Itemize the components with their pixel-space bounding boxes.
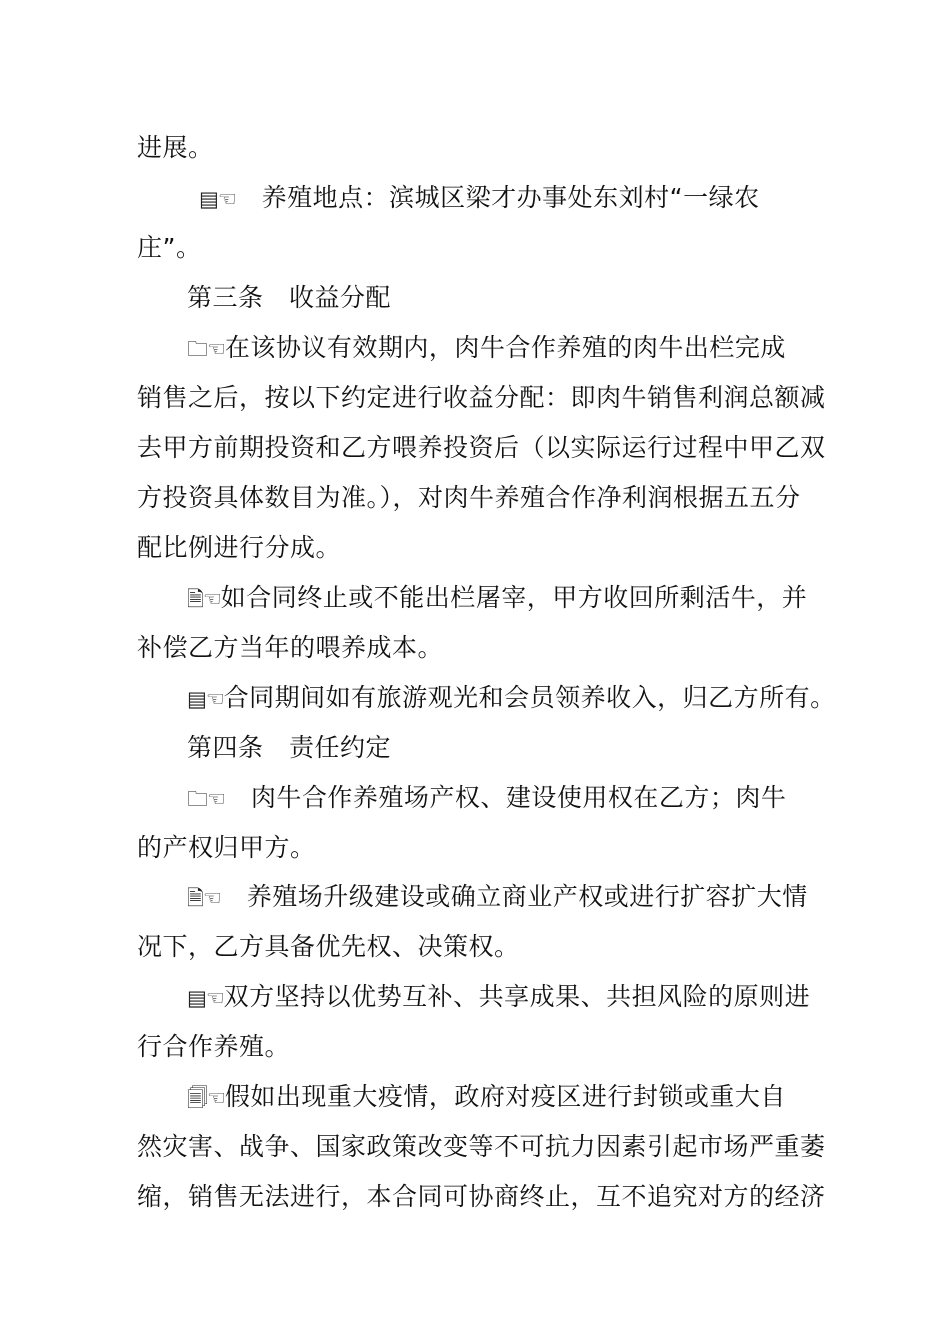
text-line	[137, 828, 316, 868]
text-line	[137, 478, 801, 518]
line-text: 在该协议有效期内，肉牛合作养殖的肉牛出栏完成	[224, 333, 786, 362]
list-marker-icon: 🗎☜	[187, 587, 221, 611]
text-line	[137, 428, 826, 468]
line-text: 合同期间如有旅游观光和会员领养收入，归乙方所有。	[223, 683, 836, 712]
line-text: 养殖场升级建设或确立商业产权或进行扩容扩大情	[246, 882, 808, 911]
list-item	[187, 1077, 786, 1117]
list-item	[187, 578, 807, 618]
line-text: 庄”。	[137, 233, 202, 262]
list-marker-icon: ▤☜	[199, 187, 236, 211]
line-text: 肉牛合作养殖场产权、建设使用权在乙方；肉牛	[250, 783, 787, 812]
line-text: 补偿乙方当年的喂养成本。	[137, 633, 444, 662]
line-text: 方投资具体数目为准。），对肉牛养殖合作净利润根据五五分	[137, 483, 801, 512]
list-marker-icon: 🗎☜	[187, 886, 221, 910]
line-text: 如合同终止或不能出栏屠宰，甲方收回所剩活牛，并	[220, 583, 808, 612]
text-line	[137, 1177, 826, 1217]
list-marker-icon: ▤☜	[187, 986, 224, 1010]
line-text: 销售之后，按以下约定进行收益分配：即肉牛销售利润总额减	[137, 383, 826, 412]
line-text: 进展。	[137, 133, 214, 162]
list-item	[187, 877, 808, 917]
list-item	[187, 328, 786, 368]
heading-text: 第四条 责任约定	[187, 733, 392, 762]
text-line	[137, 1027, 290, 1067]
section-heading	[187, 728, 391, 768]
section-heading	[187, 278, 391, 318]
text-line	[137, 528, 341, 568]
line-text: 况下，乙方具备优先权、决策权。	[137, 932, 520, 961]
list-marker-icon: ▤☜	[187, 687, 224, 711]
line-text: 养殖地点：滨城区梁才办事处东刘村“一绿农	[261, 183, 760, 212]
line-text: 去甲方前期投资和乙方喂养投资后（以实际运行过程中甲乙双	[137, 433, 826, 462]
list-item	[199, 178, 760, 218]
list-item	[187, 977, 810, 1017]
heading-text: 第三条 收益分配	[187, 283, 392, 312]
list-marker-icon: 🗐☜	[187, 1086, 225, 1110]
line-text: 缩，销售无法进行，本合同可协商终止，互不追究对方的经济	[137, 1182, 826, 1211]
text-line	[137, 128, 214, 168]
line-text: 假如出现重大疫情，政府对疫区进行封锁或重大自	[224, 1082, 786, 1111]
text-line	[137, 1127, 826, 1167]
list-item	[187, 678, 836, 718]
line-text: 配比例进行分成。	[137, 533, 342, 562]
list-marker-icon: 🗀☜	[187, 337, 225, 361]
text-line	[137, 628, 443, 668]
text-line	[137, 378, 826, 418]
text-line	[137, 927, 520, 967]
line-text: 行合作养殖。	[137, 1032, 291, 1061]
line-text: 然灾害、战争、国家政策改变等不可抗力因素引起市场严重萎	[137, 1132, 826, 1161]
list-marker-icon: 🗀☜	[187, 787, 225, 811]
line-text: 的产权归甲方。	[137, 833, 316, 862]
text-line	[137, 228, 201, 268]
line-text: 双方坚持以优势互补、共享成果、共担风险的原则进	[223, 982, 811, 1011]
list-item	[187, 778, 786, 818]
